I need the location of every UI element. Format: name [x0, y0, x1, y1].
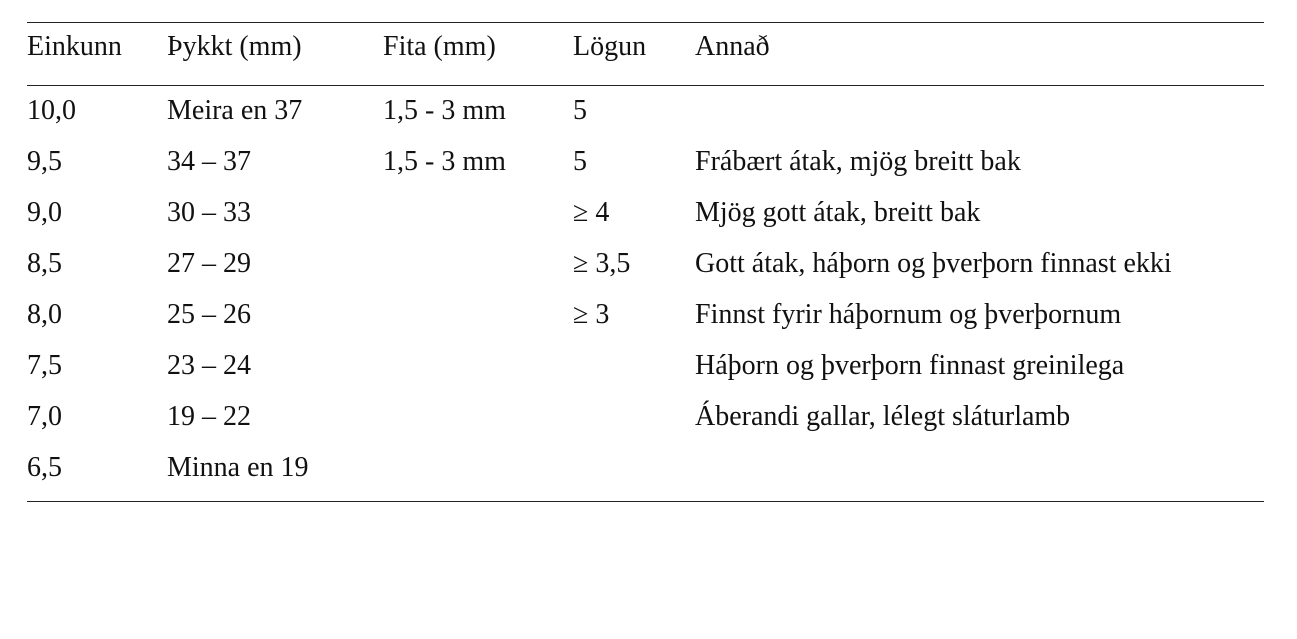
header-fita: Fita (mm)	[383, 23, 573, 86]
cell-logun	[573, 395, 695, 446]
cell-logun	[573, 446, 695, 502]
cell-einkunn: 6,5	[27, 446, 167, 502]
header-thykkt: Þykkt (mm)	[167, 23, 383, 86]
table-row	[27, 395, 1264, 446]
cell-annad: Finnst fyrir háþornum og þverþornum	[695, 299, 1122, 330]
table-row	[27, 191, 1264, 242]
cell-einkunn: 10,0	[27, 95, 76, 126]
header-row	[27, 23, 1264, 86]
table-row	[27, 446, 1264, 502]
cell-logun: 5	[573, 146, 587, 177]
cell-annad	[695, 446, 1264, 502]
cell-logun: ≥ 4	[573, 197, 610, 228]
cell-annad: Áberandi gallar, lélegt sláturlamb	[695, 401, 1071, 432]
cell-logun: ≥ 3	[573, 299, 610, 330]
cell-thykkt: 27 – 29	[167, 248, 251, 279]
table-body	[27, 86, 1264, 502]
cell-einkunn: 9,5	[27, 146, 62, 177]
cell-einkunn: 8,5	[27, 248, 62, 279]
cell-fita: 1,5 - 3 mm	[383, 146, 506, 177]
cell-fita	[383, 293, 573, 344]
header-annad: Annað	[695, 23, 1264, 86]
cell-logun: ≥ 3,5	[573, 248, 631, 279]
cell-fita	[383, 191, 573, 242]
cell-thykkt: Minna en 19	[167, 446, 383, 502]
table-row	[27, 344, 1264, 395]
cell-annad: Gott átak, háþorn og þverþorn finnast ekki	[695, 248, 1172, 279]
cell-einkunn: 7,0	[27, 401, 62, 432]
cell-thykkt: 25 – 26	[167, 299, 251, 330]
header-einkunn: Einkunn	[27, 23, 167, 86]
cell-fita: 1,5 - 3 mm	[383, 95, 506, 126]
grading-table	[27, 22, 1264, 502]
cell-annad: Háþorn og þverþorn finnast greinilega	[695, 350, 1125, 381]
cell-annad	[695, 86, 1264, 141]
cell-fita	[383, 242, 573, 293]
cell-logun	[573, 344, 695, 395]
table-row	[27, 242, 1264, 293]
cell-fita	[383, 446, 573, 502]
cell-thykkt: 30 – 33	[167, 197, 251, 228]
cell-logun: 5	[573, 95, 587, 126]
table-row	[27, 293, 1264, 344]
cell-annad: Mjög gott átak, breitt bak	[695, 197, 981, 228]
cell-einkunn: 7,5	[27, 350, 62, 381]
cell-einkunn: 9,0	[27, 197, 62, 228]
cell-thykkt: 19 – 22	[167, 401, 251, 432]
cell-thykkt: 23 – 24	[167, 350, 251, 381]
table-header	[27, 23, 1264, 86]
cell-annad: Frábært átak, mjög breitt bak	[695, 146, 1021, 177]
cell-thykkt: 34 – 37	[167, 146, 251, 177]
table-row	[27, 86, 1264, 141]
cell-einkunn: 8,0	[27, 299, 62, 330]
header-logun: Lögun	[573, 23, 695, 86]
cell-fita	[383, 395, 573, 446]
cell-thykkt: Meira en 37	[167, 95, 303, 126]
table-row	[27, 140, 1264, 191]
cell-fita	[383, 344, 573, 395]
